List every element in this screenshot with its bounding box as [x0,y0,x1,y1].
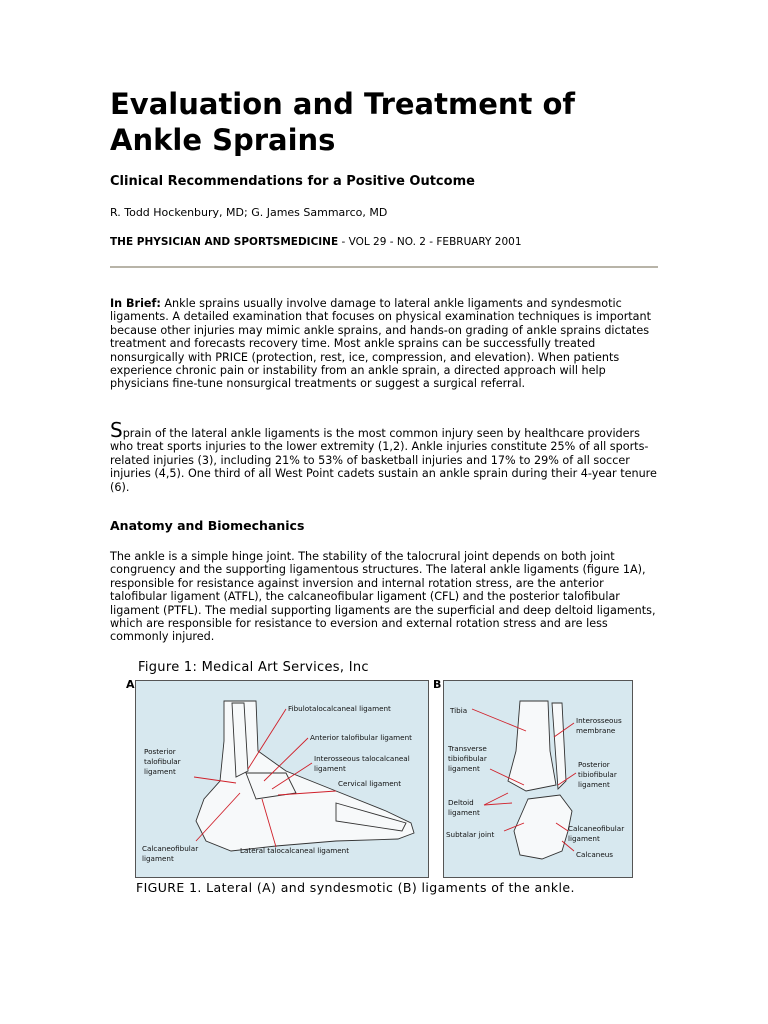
figure-credit: Figure 1: Medical Art Services, Inc [138,660,369,675]
label-fibulotalocalcaneal: Fibulotalocalcaneal ligament [288,704,391,713]
journal-line [110,236,522,248]
label-calcaneus: Calcaneus [576,850,614,859]
panel-a-letter: A [126,678,135,691]
in-brief-text: Ankle sprains usually involve damage to lateral ankle ligaments and syndesmotic ligaments. A detailed examination that focuses on physical examination techniques is important because other injuries may mimic ankle sprains, and hands-on grading of ankle sprains dictates treatment and forecasts recovery time. Most ankle sprains can be successfully treated nonsurgically with PRICE (protection, rest, ice, compression, and elevation). When patients experience chronic pain or instability from an ankle sprain, a directed approach will help physicians fine-tune nonsurgical treatments or suggest a surgical referral. [110,297,652,391]
talus-calcaneus-bone [514,795,572,859]
label-cfl-2: ligament [142,854,174,863]
drop-cap: S [110,418,123,442]
syndesmotic-illustration [444,681,632,877]
journal-name: THE PHYSICIAN AND SPORTSMEDICINE [110,236,339,248]
intro-text: prain of the lateral ankle ligaments is the most common injury seen by healthcare providers who treat sports injuries to the lower extremity (1,2). Ankle injuries constitute 25% of all sports-related injuries (3), including 21% to 53% of basketball injuries and 17% to 29% of all soccer injuries (4,5). One third of all West Point cadets sustain an ankle sprain during their 4-year tenure (6). [110,427,657,494]
label-posterior-tibiofibular-2: tibiofibular [578,770,617,779]
article-subtitle: Clinical Recommendations for a Positive Outcome [110,174,475,189]
header-divider [110,266,658,268]
lateral-ankle-illustration [136,681,428,877]
tibia-bone [508,701,556,791]
section-heading: Anatomy and Biomechanics [110,518,305,533]
label-interosseous-membrane-1: Interosseous [576,716,622,725]
label-interosseous-membrane-2: membrane [576,726,616,735]
label-cervical: Cervical ligament [338,779,402,788]
anatomy-paragraph: The ankle is a simple hinge joint. The stability of the talocrural joint depends on both joint congruency and the supporting ligamentous structures. The lateral ankle ligaments (figure 1A), responsible for resistance against inversion and internal rotation stress, are the anterior talofibular ligament (ATFL), the calcaneofibular ligament (CFL) and the posterior talofibular ligament (PTFL). The medial supporting ligaments are the superficial and deep deltoid ligaments, which are responsible for resistance to eversion and external rotation stress and are less commonly injured. [110,550,656,644]
in-brief-label: In Brief: [110,297,161,310]
label-subtalar-joint: Subtalar joint [446,830,495,839]
label-tibia: Tibia [450,706,468,715]
panel-a-lateral-ankle [135,680,429,878]
label-atfl: Anterior talofibular ligament [310,733,412,742]
label-ptfl-2: talofibular [144,757,181,766]
figure-1 [124,656,664,896]
label-transverse-3: ligament [448,764,480,773]
article-authors: R. Todd Hockenbury, MD; G. James Sammarco, MD [110,206,388,219]
panel-b-letter: B [433,678,442,691]
label-deltoid-1: Deltoid [448,798,474,807]
foot-bone-outline [196,701,414,851]
label-transverse-2: tibiofibular [448,754,487,763]
label-interosseous-2: ligament [314,764,346,773]
figure-caption: FIGURE 1. Lateral (A) and syndesmotic (B) ligaments of the ankle. [136,880,575,895]
intro-paragraph [110,418,658,494]
label-lateral-talocalcaneal: Lateral talocalcaneal ligament [240,846,350,855]
article-title: Evaluation and Treatment of Ankle Sprains [110,87,576,157]
label-interosseous-1: Interosseous talocalcaneal [314,754,410,763]
label-calcaneofibular-1: Calcaneofibular [568,824,625,833]
label-cfl-1: Calcaneofibular [142,844,199,853]
panel-b-syndesmotic [443,680,633,878]
label-transverse-1: Transverse [448,744,487,753]
label-posterior-tibiofibular-1: Posterior [578,760,610,769]
journal-issue: - VOL 29 - NO. 2 - FEBRUARY 2001 [338,236,522,248]
label-ptfl-1: Posterior [144,747,176,756]
label-posterior-tibiofibular-3: ligament [578,780,610,789]
in-brief-paragraph [110,297,658,391]
label-calcaneofibular-2: ligament [568,834,600,843]
label-deltoid-2: ligament [448,808,480,817]
label-ptfl-3: ligament [144,767,176,776]
